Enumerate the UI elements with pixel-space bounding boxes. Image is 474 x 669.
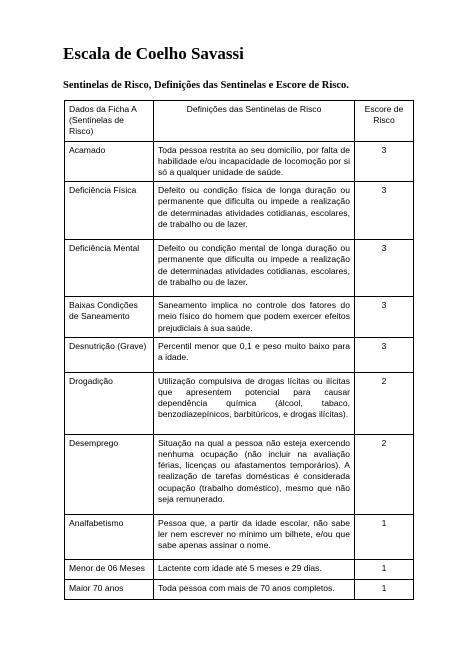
page-subtitle: Sentinelas de Risco, Definições das Sentinelas e Escore de Risco.	[63, 80, 349, 91]
cell-score: 3	[355, 182, 414, 240]
table-row	[65, 559, 414, 579]
cell-score: 1	[355, 514, 414, 559]
cell-score: 2	[355, 372, 414, 434]
page-title: Escala de Coelho Savassi	[63, 44, 244, 63]
cell-sentinel: Deficiência Mental	[65, 240, 154, 297]
risk-scale-table	[64, 100, 414, 600]
cell-score: 3	[355, 297, 414, 338]
cell-score: 3	[355, 337, 414, 372]
cell-definition: Situação na qual a pessoa não esteja exercendo nenhuma ocupação (não incluir na avaliação férias, licenças ou afastamentos temporários). A realização de tarefas domésticas é considerada ocupação (trabalho doméstico), mesmo que não seja remunerado.	[154, 434, 355, 514]
table-row	[65, 337, 414, 372]
cell-score: 2	[355, 434, 414, 514]
table-row	[65, 141, 414, 182]
cell-score: 1	[355, 559, 414, 579]
table-row	[65, 182, 414, 240]
cell-definition: Saneamento implica no controle dos fatores do meio físico do homem que podem exercer efeitos prejudiciais à sua saúde.	[154, 297, 355, 338]
header-definition: Definições das Sentinelas de Risco	[154, 101, 355, 142]
cell-definition: Defeito ou condição física de longa duração ou permanente que dificulta ou impede a realização de determinadas atividades cotidianas, escolares, de trabalho ou de lazer.	[154, 182, 355, 240]
cell-definition: Toda pessoa com mais de 70 anos completos.	[154, 579, 355, 599]
cell-sentinel: Deficiência Física	[65, 182, 154, 240]
cell-score: 1	[355, 579, 414, 599]
table-row	[65, 514, 414, 559]
table-row	[65, 579, 414, 599]
table-row	[65, 297, 414, 338]
cell-sentinel: Maior 70 anos	[65, 579, 154, 599]
header-score: Escore de Risco	[355, 101, 414, 142]
cell-score: 3	[355, 141, 414, 182]
table-row	[65, 372, 414, 434]
cell-sentinel: Desnutrição (Grave)	[65, 337, 154, 372]
cell-sentinel: Desemprego	[65, 434, 154, 514]
cell-definition: Pessoa que, a partir da idade escolar, não sabe ler nem escrever no mínimo um bilhete, e/ou que sabe apenas assinar o nome.	[154, 514, 355, 559]
cell-definition: Percentil menor que 0,1 e peso muito baixo para a idade.	[154, 337, 355, 372]
table-row	[65, 240, 414, 297]
cell-definition: Defeito ou condição mental de longa duração ou permanente que dificulta ou impede a realização de determinadas atividades cotidianas, escolares, de trabalho ou de lazer.	[154, 240, 355, 297]
table-header-row	[65, 101, 414, 142]
cell-definition: Utilização compulsiva de drogas lícitas ou ilícitas que apresentem potencial para causar dependência química (álcool, tabaco, benzodiazepínicos, barbitúricos, e drogas ilícitas).	[154, 372, 355, 434]
cell-definition: Toda pessoa restrita ao seu domicílio, por falta de habilidade e/ou incapacidade de locomoção por si só a qualquer unidade de saúde.	[154, 141, 355, 182]
cell-sentinel: Drogadição	[65, 372, 154, 434]
header-sentinel: Dados da Ficha A (Sentinelas de Risco)	[65, 101, 154, 142]
cell-sentinel: Analfabetismo	[65, 514, 154, 559]
cell-definition: Lactente com idade até 5 meses e 29 dias.	[154, 559, 355, 579]
cell-score: 3	[355, 240, 414, 297]
cell-sentinel: Acamado	[65, 141, 154, 182]
cell-sentinel: Baixas Condições de Saneamento	[65, 297, 154, 338]
cell-sentinel: Menor de 06 Meses	[65, 559, 154, 579]
table-row	[65, 434, 414, 514]
